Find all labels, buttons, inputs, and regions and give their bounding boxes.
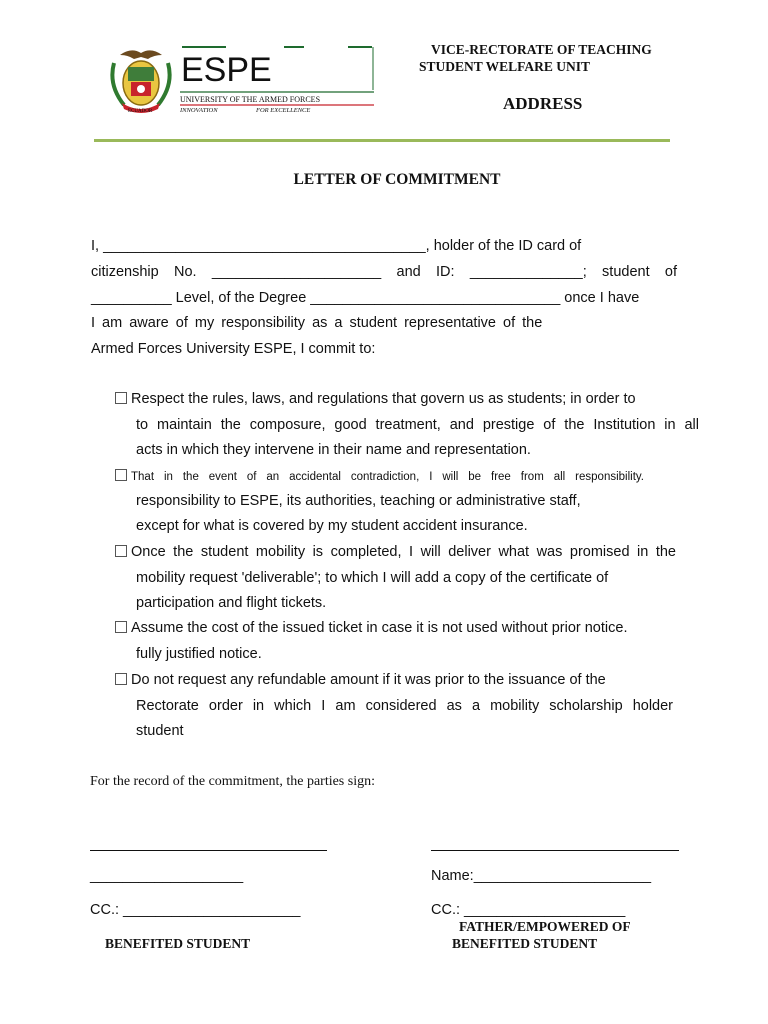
checkbox-icon bbox=[115, 545, 127, 557]
motto-right: FOR EXCELLENCE bbox=[256, 107, 311, 114]
document-title: LETTER OF COMMITMENT bbox=[293, 171, 501, 188]
commitment-continuation: to maintain the composure, good treatment, and prestige of the Institution in all bbox=[136, 417, 699, 433]
vice-rectorate-heading: VICE-RECTORATE OF TEACHING bbox=[431, 42, 652, 57]
student-name-blank: ___________________ bbox=[90, 868, 244, 884]
commitment-item bbox=[115, 672, 606, 689]
commitment-item bbox=[115, 469, 644, 486]
student-role-label: BENEFITED STUDENT bbox=[105, 936, 251, 951]
guardian-role-label: BENEFITED STUDENT bbox=[452, 936, 598, 951]
student-cc-field: CC.: ______________________ bbox=[90, 902, 301, 918]
commitment-item bbox=[115, 544, 676, 561]
guardian-cc-field: CC.: ____________________ bbox=[431, 902, 626, 918]
commitment-text: That in the event of an accidental contradiction, I will be free from all responsibility. bbox=[131, 471, 644, 483]
university-name: UNIVERSITY OF THE ARMED FORCES bbox=[180, 95, 321, 104]
signature-line-guardian bbox=[431, 850, 679, 851]
address-heading: ADDRESS bbox=[503, 94, 583, 113]
commitment-text: Once the student mobility is completed, I will deliver what was promised in the bbox=[131, 544, 676, 560]
commitment-text: Assume the cost of the issued ticket in case it is not used without prior notice. bbox=[131, 620, 628, 636]
commitment-continuation: participation and flight tickets. bbox=[136, 595, 327, 611]
intro-line: citizenship No. _____________________ and ID: ______________; student of bbox=[91, 264, 677, 280]
checkbox-icon bbox=[115, 392, 127, 404]
intro-line: Armed Forces University ESPE, I commit to: bbox=[91, 341, 376, 357]
commitment-continuation: responsibility to ESPE, its authorities, teaching or administrative staff, bbox=[136, 493, 581, 509]
commitment-text: Do not request any refundable amount if it was prior to the issuance of the bbox=[131, 672, 606, 688]
university-crest-logo bbox=[106, 45, 176, 117]
record-statement: For the record of the commitment, the parties sign: bbox=[90, 774, 375, 789]
unit-heading: STUDENT WELFARE UNIT bbox=[419, 59, 591, 74]
espe-logo-text: ESPE bbox=[181, 51, 272, 89]
commitment-continuation: acts in which they intervene in their name and representation. bbox=[136, 442, 531, 458]
signature-line-student bbox=[90, 850, 327, 851]
commitment-item bbox=[115, 620, 627, 637]
commitment-continuation: student bbox=[136, 723, 184, 739]
header-divider bbox=[94, 139, 670, 142]
commitment-text: Respect the rules, laws, and regulations that govern us as students; in order to bbox=[131, 391, 636, 407]
checkbox-icon bbox=[115, 469, 127, 481]
intro-line: I, ________________________________________, holder of the ID card of bbox=[91, 238, 582, 254]
intro-line: I am aware of my responsibility as a student representative of the bbox=[91, 315, 543, 331]
commitment-item bbox=[115, 391, 636, 408]
commitment-continuation: mobility request 'deliverable'; to which I will add a copy of the certificate of bbox=[136, 570, 609, 586]
motto-left: INNOVATION bbox=[180, 107, 218, 114]
intro-line: __________ Level, of the Degree _______________________________ once I have bbox=[91, 290, 640, 306]
commitment-continuation: except for what is covered by my student accident insurance. bbox=[136, 518, 528, 534]
guardian-role-label: FATHER/EMPOWERED OF bbox=[459, 919, 631, 934]
checkbox-icon bbox=[115, 621, 127, 633]
guardian-name-field: Name:______________________ bbox=[431, 868, 652, 884]
commitment-continuation: Rectorate order in which I am considered as a mobility scholarship holder bbox=[136, 698, 673, 714]
checkbox-icon bbox=[115, 673, 127, 685]
commitment-continuation: fully justified notice. bbox=[136, 646, 262, 662]
crest-caption: ECUADOR bbox=[128, 109, 153, 114]
